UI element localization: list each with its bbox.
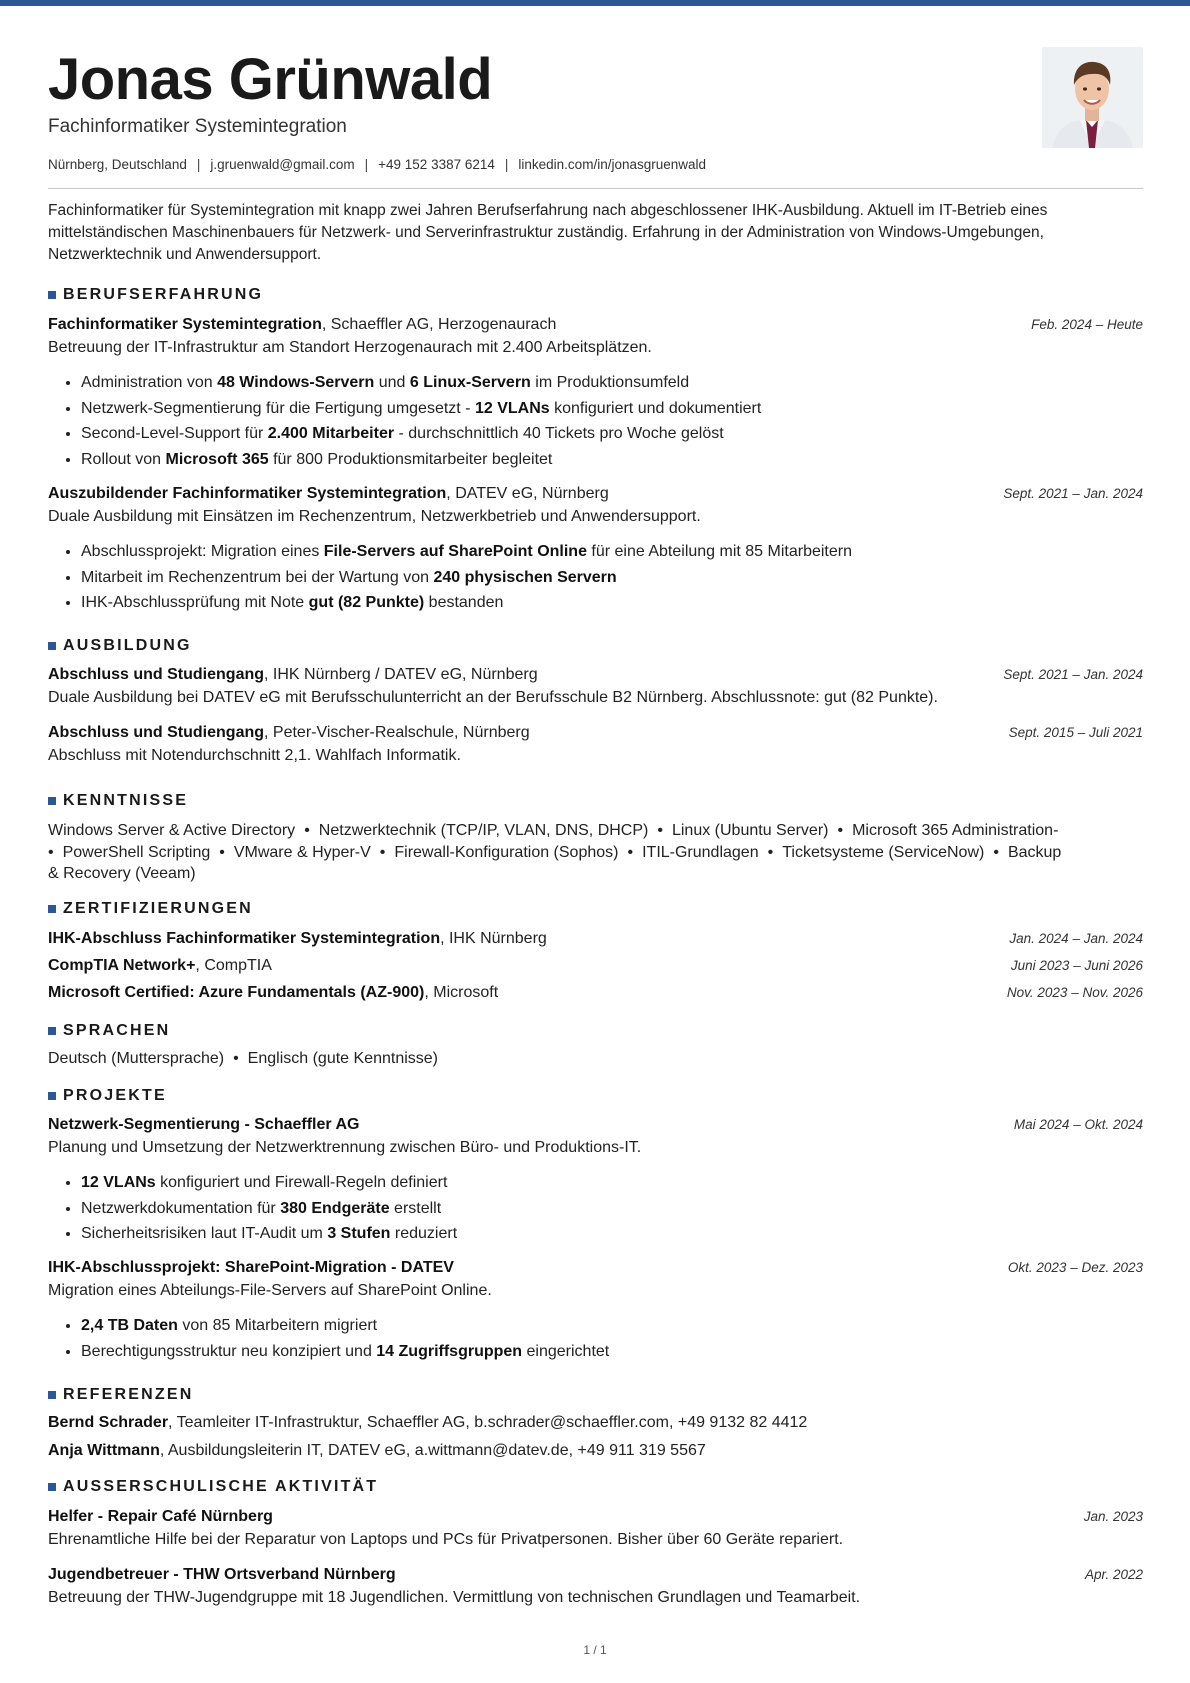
education-date: Sept. 2015 – Juli 2021 <box>1008 725 1143 740</box>
skill-item: VMware & Hyper-V <box>233 843 371 861</box>
list-item: • 12 VLANs konfiguriert und Firewall-Regeln definiert <box>81 1170 457 1196</box>
section-title-skills <box>48 792 188 810</box>
list-item: • Second-Level-Support für 2.400 Mitarbeiter - durchschnittlich 40 Tickets pro Woche gelöst <box>81 421 761 447</box>
section-title-text: AUSSERSCHULISCHE AKTIVITÄT <box>63 1478 379 1495</box>
experience-role: Auszubildender Fachinformatiker Systemintegration <box>48 485 447 502</box>
experience-description: Betreuung der IT-Infrastruktur am Standort Herzogenaurach mit 2.400 Arbeitsplätzen. <box>48 339 652 356</box>
reference-name: Anja Wittmann <box>48 1442 160 1459</box>
section-title-text: REFERENZEN <box>63 1386 194 1403</box>
experience-org: , DATEV eG, Nürnberg <box>446 485 609 502</box>
bullet-separator: • <box>233 1050 239 1067</box>
contact-email[interactable]: j.gruenwald@gmail.com <box>210 157 355 172</box>
list-item: • IHK-Abschlussprüfung mit Note gut (82 Punkte) bestanden <box>81 590 852 616</box>
education-entry <box>48 724 1143 742</box>
reference-entry <box>48 1442 1143 1460</box>
education-description: Abschluss mit Notendurchschnitt 2,1. Wahlfach Informatik. <box>48 747 461 764</box>
section-marker-icon <box>48 642 56 650</box>
contact-linkedin[interactable]: linkedin.com/in/jonasgruenwald <box>518 157 707 172</box>
education-entry <box>48 666 1143 684</box>
section-marker-icon <box>48 1483 56 1491</box>
section-marker-icon <box>48 1391 56 1399</box>
certification-issuer: , CompTIA <box>195 957 272 974</box>
bullet-separator: • <box>304 822 310 839</box>
certification-entry <box>48 930 1143 948</box>
experience-org: , Schaeffler AG, Herzogenaurach <box>321 316 557 333</box>
certification-issuer: , Microsoft <box>424 984 499 1001</box>
section-title-text: KENNTNISSE <box>63 792 189 809</box>
education-degree: Abschluss und Studiengang <box>48 666 265 683</box>
skills-line <box>48 842 1143 864</box>
list-item: • Rollout von Microsoft 365 für 800 Produktionsmitarbeiter begleitet <box>81 447 761 473</box>
section-title-education <box>48 637 192 655</box>
activity-description: Betreuung der THW-Jugendgruppe mit 18 Jugendlichen. Vermittlung von technischen Grundlagen und Teamarbeit. <box>48 1589 861 1606</box>
contact-phone[interactable]: +49 152 3387 6214 <box>378 157 495 172</box>
certification-date: Juni 2023 – Juni 2026 <box>1010 958 1143 973</box>
experience-entry <box>48 485 1143 503</box>
section-title-activities <box>48 1478 378 1496</box>
section-title-text: PROJEKTE <box>63 1087 167 1104</box>
section-title-text: AUSBILDUNG <box>63 637 192 654</box>
project-title: IHK-Abschlussprojekt: SharePoint-Migration - DATEV <box>48 1259 454 1276</box>
certification-entry <box>48 984 1143 1002</box>
contact-location: Nürnberg, Deutschland <box>48 157 187 172</box>
resume-header <box>48 0 1143 190</box>
skill-item: Linux (Ubuntu Server) <box>671 822 829 839</box>
education-description: Duale Ausbildung bei DATEV eG mit Berufsschulunterricht an der Berufsschule B2 Nürnberg. Abschlussnote: gut (82 Punkte). <box>48 689 938 706</box>
certification-date: Nov. 2023 – Nov. 2026 <box>1006 985 1143 1000</box>
section-title-text: SPRACHEN <box>63 1022 171 1039</box>
bullet-separator: • <box>657 822 663 839</box>
bullet-separator: • <box>837 822 844 839</box>
certification-name: IHK-Abschluss Fachinformatiker Systemintegration <box>48 930 441 947</box>
reference-entry <box>48 1414 1143 1432</box>
project-entry <box>48 1259 1143 1277</box>
section-title-projects <box>48 1087 167 1105</box>
skill-item: Ticketsysteme (ServiceNow) <box>782 843 985 861</box>
activity-date: Apr. 2022 <box>1084 1567 1143 1582</box>
header-divider <box>48 188 1143 189</box>
resume-page <box>48 0 1143 1606</box>
experience-bullets <box>48 539 852 616</box>
skill-item: Netzwerktechnik (TCP/IP, VLAN, DNS, DHCP) <box>318 822 649 839</box>
activity-title: Helfer - Repair Café Nürnberg <box>48 1508 273 1525</box>
certification-date: Jan. 2024 – Jan. 2024 <box>1009 931 1143 946</box>
list-item: • Netzwerkdokumentation für 380 Endgeräte erstellt <box>81 1196 457 1222</box>
certification-name: CompTIA Network+ <box>48 957 196 974</box>
certification-entry <box>48 957 1143 975</box>
section-title-languages <box>48 1022 170 1040</box>
profile-photo <box>1042 47 1143 148</box>
activity-title: Jugendbetreuer - THW Ortsverband Nürnberg <box>48 1566 396 1583</box>
section-title-references <box>48 1386 193 1404</box>
project-date: Okt. 2023 – Dez. 2023 <box>1007 1260 1143 1275</box>
profile-summary: Fachinformatiker für Systemintegration mit knapp zwei Jahren Berufserfahrung nach abgeschlossener IHK-Ausbildung. Aktuell im IT-Betrieb eines mittelständischen Maschinenbauers für Netzwerk- und Serverinfrastruktur zuständig. Erfahrung in der Administration von Windows-Umgebungen, Netzwerktechnik und Anwendersupport. <box>48 202 1048 263</box>
skill-item: ITIL-Grundlagen <box>642 843 759 861</box>
skill-item: Firewall-Konfiguration (Sophos) <box>394 843 619 861</box>
education-degree: Abschluss und Studiengang <box>48 724 265 741</box>
section-marker-icon <box>48 797 56 805</box>
list-item: • Administration von 48 Windows-Servern und 6 Linux-Servern im Produktionsumfeld <box>81 370 761 396</box>
reference-info: , Teamleiter IT-Infrastruktur, Schaeffler AG, b.schrader@schaeffler.com, +49 9132 82 4412 <box>168 1414 808 1431</box>
section-title-certifications <box>48 900 253 918</box>
bullet-separator: • <box>993 843 999 861</box>
experience-description: Duale Ausbildung mit Einsätzen im Rechenzentrum, Netzwerkbetrieb und Anwendersupport. <box>48 508 701 525</box>
activity-description: Ehrenamtliche Hilfe bei der Reparatur von Laptops und PCs für Privatpersonen. Bisher über 60 Geräte repariert. <box>48 1531 844 1548</box>
bullet-separator: • <box>379 843 386 861</box>
contact-separator: | <box>364 157 369 172</box>
bullet-separator: • <box>219 843 225 861</box>
experience-date: Feb. 2024 – Heute <box>1031 317 1143 332</box>
experience-role: Fachinformatiker Systemintegration <box>48 316 322 333</box>
skill-item: Backup <box>1007 843 1062 861</box>
project-bullets <box>48 1170 457 1247</box>
project-date: Mai 2024 – Okt. 2024 <box>1013 1117 1143 1132</box>
list-item: • 2,4 TB Daten von 85 Mitarbeitern migriert <box>81 1313 609 1339</box>
list-item: • Mitarbeit im Rechenzentrum bei der Wartung von 240 physischen Servern <box>81 565 852 591</box>
contact-line <box>48 157 706 172</box>
section-marker-icon <box>48 1092 56 1100</box>
project-title: Netzwerk-Segmentierung - Schaeffler AG <box>48 1116 360 1133</box>
skill-item: Microsoft 365 Administration- <box>852 822 1059 839</box>
section-title-text: BERUFSERFAHRUNG <box>63 286 264 303</box>
bullet-separator: • <box>767 843 774 861</box>
section-marker-icon <box>48 291 56 299</box>
bullet-separator: • <box>48 843 54 861</box>
skills-line <box>48 863 1143 885</box>
section-title-experience <box>48 286 263 304</box>
list-item: • Abschlussprojekt: Migration eines File-Servers auf SharePoint Online für eine Abteilung mit 85 Mitarbeitern <box>81 539 852 565</box>
language-item: Englisch (gute Kenntnisse) <box>247 1050 438 1067</box>
education-org: , IHK Nürnberg / DATEV eG, Nürnberg <box>264 666 538 683</box>
list-item: • Berechtigungsstruktur neu konzipiert und 14 Zugriffsgruppen eingerichtet <box>81 1339 609 1365</box>
experience-bullets <box>48 370 761 472</box>
activity-entry <box>48 1508 1143 1526</box>
section-marker-icon <box>48 1027 56 1035</box>
skills-line <box>48 820 1143 842</box>
reference-name: Bernd Schrader <box>48 1414 169 1431</box>
activity-date: Jan. 2023 <box>1083 1509 1143 1524</box>
section-title-text: ZERTIFIZIERUNGEN <box>63 900 253 917</box>
education-date: Sept. 2021 – Jan. 2024 <box>1003 667 1143 682</box>
page-number: 1 / 1 <box>583 1643 607 1657</box>
candidate-title: Fachinformatiker Systemintegration <box>48 116 347 137</box>
list-item: • Netzwerk-Segmentierung für die Fertigung umgesetzt - 12 VLANs konfiguriert und dokumentiert <box>81 396 761 422</box>
list-item: • Sicherheitsrisiken laut IT-Audit um 3 Stufen reduziert <box>81 1221 457 1247</box>
contact-separator: | <box>196 157 201 172</box>
certification-issuer: , IHK Nürnberg <box>440 930 547 947</box>
skills-list <box>48 820 1143 885</box>
language-item: Deutsch (Muttersprache) <box>48 1050 225 1067</box>
experience-entry <box>48 316 1143 334</box>
project-entry <box>48 1116 1143 1134</box>
contact-separator: | <box>504 157 509 172</box>
skill-item: Windows Server & Active Directory <box>48 822 296 839</box>
education-org: , Peter-Vischer-Realschule, Nürnberg <box>264 724 530 741</box>
project-bullets <box>48 1313 609 1364</box>
project-description: Planung und Umsetzung der Netzwerktrennung zwischen Büro- und Produktions-IT. <box>48 1139 642 1156</box>
skill-item: & Recovery (Veeam) <box>48 865 196 882</box>
skill-item: PowerShell Scripting <box>62 843 211 861</box>
bullet-separator: • <box>627 843 634 861</box>
project-description: Migration eines Abteilungs-File-Servers auf SharePoint Online. <box>48 1282 492 1299</box>
reference-info: , Ausbildungsleiterin IT, DATEV eG, a.wittmann@datev.de, +49 911 319 5567 <box>159 1442 706 1459</box>
profile-photo-illustration <box>1042 47 1143 148</box>
languages-list <box>48 1050 1143 1068</box>
certification-name: Microsoft Certified: Azure Fundamentals (AZ-900) <box>48 984 425 1001</box>
activity-entry <box>48 1566 1143 1584</box>
section-marker-icon <box>48 905 56 913</box>
experience-date: Sept. 2021 – Jan. 2024 <box>1003 486 1143 501</box>
candidate-name: Jonas Grünwald <box>48 47 493 112</box>
